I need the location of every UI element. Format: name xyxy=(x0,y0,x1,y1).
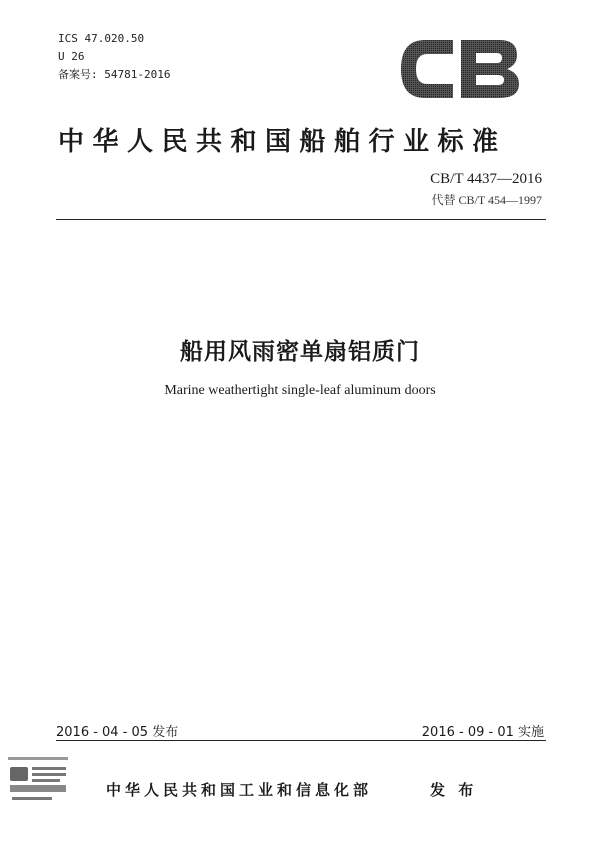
document-title-en: Marine weathertight single-leaf aluminum doors xyxy=(164,383,436,398)
ccs-code: U 26 xyxy=(58,50,85,63)
record-number: 备案号: 54781-2016 xyxy=(58,68,171,81)
cb-logo-graphic xyxy=(395,34,525,104)
replaces-standard: 代替 CB/T 454—1997 xyxy=(431,193,542,207)
document-meta xyxy=(58,30,170,84)
ics-code: ICS 47.020.50 xyxy=(58,32,145,45)
implementation-date: 2016 - 09 - 01 实施 xyxy=(421,725,544,740)
issue-date: 2016 - 04 - 05 发布 xyxy=(56,725,179,740)
publisher-stamp-icon xyxy=(8,755,100,805)
header-divider xyxy=(56,219,546,220)
footer-divider xyxy=(56,740,546,741)
cb-logo xyxy=(395,34,525,104)
issuer-name: 中华人民共和国工业和信息化部 xyxy=(106,781,373,799)
issue-label: 发 布 xyxy=(430,781,478,799)
document-title-cn: 船用风雨密单扇铝质门 xyxy=(180,339,420,365)
page-title: 中华人民共和国船舶行业标准 xyxy=(58,127,507,157)
standard-number: CB/T 4437—2016 xyxy=(430,171,542,187)
